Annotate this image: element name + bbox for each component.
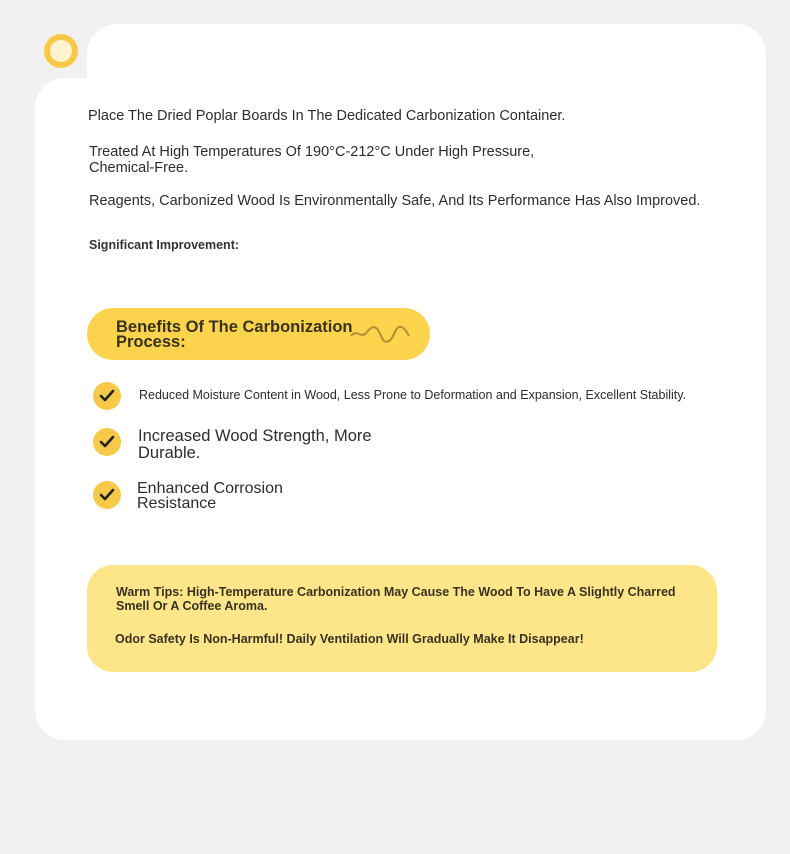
ring-icon [44, 34, 78, 68]
check-icon [93, 428, 121, 456]
benefits-heading-pill [87, 308, 430, 360]
benefit-text: Reduced Moisture Content in Wood, Less Prone to Deformation and Expansion, Excellent Stability. [139, 388, 687, 402]
intro-line-2: Treated At High Temperatures Of 190°C-212°C Under High Pressure, Chemical-Free. [89, 144, 535, 176]
benefit-text: Increased Wood Strength, More Durable. [138, 427, 372, 462]
benefits-heading: Benefits Of The Carbonization Process: [116, 318, 353, 351]
benefit-text: Enhanced Corrosion Resistance [137, 480, 283, 512]
intro-line-3: Reagents, Carbonized Wood Is Environmentally Safe, And Its Performance Has Also Improved. [89, 193, 701, 209]
check-icon [93, 481, 121, 509]
warm-tip-line-2: Odor Safety Is Non-Harmful! Daily Ventilation Will Gradually Make It Disappear! [115, 632, 584, 646]
squiggle-icon [349, 322, 411, 344]
warm-tips-box [87, 565, 717, 672]
intro-line-4: Significant Improvement: [89, 238, 240, 252]
warm-tip-line-1: Warm Tips: High-Temperature Carbonization May Cause The Wood To Have A Slightly Charred Smell Or A Coffee Aroma. [116, 585, 676, 613]
intro-line-1: Place The Dried Poplar Boards In The Dedicated Carbonization Container. [88, 108, 566, 124]
check-icon [93, 382, 121, 410]
